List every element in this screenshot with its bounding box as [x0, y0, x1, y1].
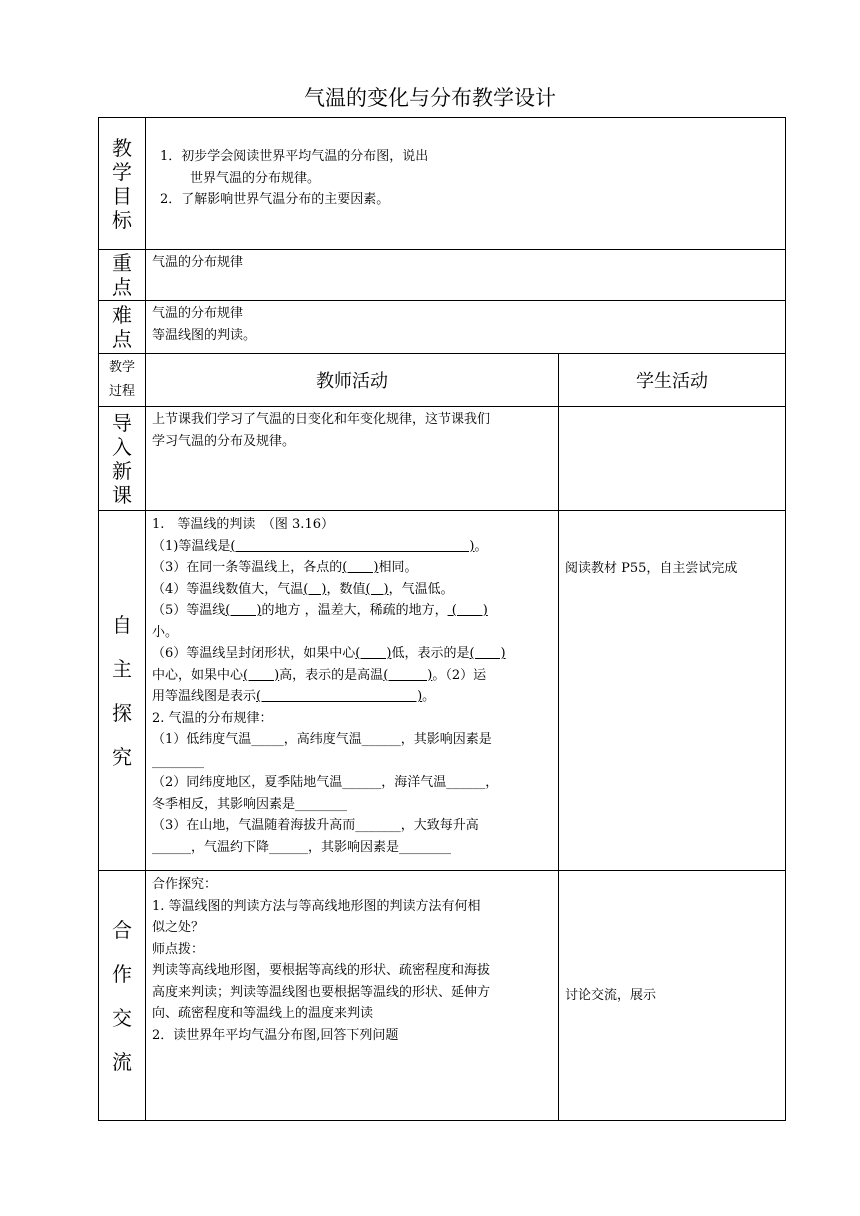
- student-activity-header: 学生活动: [559, 354, 786, 407]
- key-point-content: 气温的分布规律: [146, 250, 786, 301]
- intro-row: [99, 407, 786, 511]
- cooperation-row: [99, 871, 786, 1121]
- blank: ( ): [303, 581, 327, 597]
- blank: ( ): [383, 667, 433, 683]
- difficulty-row: [99, 301, 786, 354]
- blank: ( ): [342, 560, 379, 575]
- process-label: 教学 过程: [99, 354, 146, 407]
- self-study-student-cell: 阅读教材 P55，自主尝试完成: [559, 511, 786, 871]
- blank: ( ): [469, 646, 506, 661]
- difficulty-content: 气温的分布规律 等温线图的判读。: [146, 301, 786, 354]
- teacher-activity-header: 教师活动: [146, 354, 559, 407]
- objectives-content: 1．初步学会阅读世界平均气温的分布图，说出 世界气温的分布规律。 2．了解影响世界气温分布的主要因素。: [146, 118, 786, 250]
- blank: ( ): [230, 538, 475, 554]
- blank: ( ): [365, 581, 389, 597]
- blank: ( ): [447, 603, 488, 618]
- blank: ( ): [225, 603, 262, 618]
- blank: ( ): [256, 689, 423, 704]
- key-point-label: 重 点: [99, 250, 146, 301]
- intro-student-cell: [559, 407, 786, 511]
- cooperation-content: 合作探究： 1. 等温线图的判读方法与等高线地形图的判读方法有何相 似之处？ 师点拨： 判读等高线地形图，要根据等高线的形状、疏密程度和海拔 高度来判读；判读等温线图也要根据等温线的形状、延伸方 向、疏密程度和等温线上的温度来判读 2．读世界年平均气温分布图,回答下列问题: [146, 871, 559, 1121]
- cooperation-student-cell: 讨论交流，展示: [559, 871, 786, 1121]
- self-study-content: 1. 等温线的判读 （图 3.16） （1)等温线是( )。 （3）在同一条等温线上，各点的( )相同。 （4）等温线数值大，气温( )，数值( )，气温低。 （5）等温线( )的地方 ，温差大，稀疏的地方， ( ) 小。 （6）等温线呈封闭形状，如果中心( )低，表示的是( ) 中心，如果中心( )高，表示的是高温( )。（2）运 用等温线图是表示( )。 2. 气温的分布规律： （1）低纬度气温_____，高纬度气温______，其影响因素是 ________ （2）同纬度地区，夏季陆地气温______，海洋气温______， 冬季相反，其影响因素是________ （3）在山地，气温随着海拔升高而_______，大致每升高 ______，气温约下降______，其影响因素是________: [146, 511, 559, 871]
- cooperation-label: 合 作 交 流: [99, 871, 146, 1121]
- self-study-label: 自 主 探 究: [99, 511, 146, 871]
- difficulty-label: 难 点: [99, 301, 146, 354]
- blank: ( ): [243, 667, 280, 683]
- process-header-row: [99, 354, 786, 407]
- lesson-plan-table: [98, 117, 786, 1121]
- intro-content: 上节课我们学习了气温的日变化和年变化规律，这节课我们 学习气温的分布及规律。: [146, 407, 559, 511]
- self-study-row: [99, 511, 786, 871]
- intro-label: 导 入 新 课: [99, 407, 146, 511]
- objectives-label: 教 学 目 标: [99, 118, 146, 250]
- blank: ( ): [355, 646, 392, 661]
- key-point-row: [99, 250, 786, 301]
- document-title: 气温的变化与分布教学设计: [304, 86, 556, 110]
- objectives-row: [99, 118, 786, 250]
